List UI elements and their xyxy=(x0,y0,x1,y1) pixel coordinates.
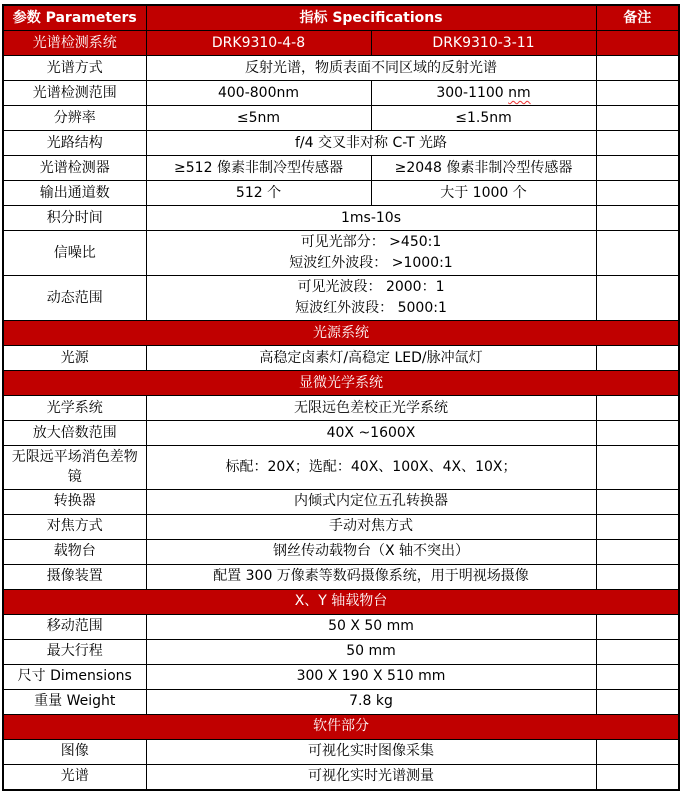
param-label: 光源 xyxy=(3,346,146,371)
spec-value: 50 mm xyxy=(146,639,596,664)
spec-value: 手动对焦方式 xyxy=(146,514,596,539)
table-row xyxy=(3,106,679,131)
table-row xyxy=(3,614,679,639)
table-row xyxy=(3,446,679,490)
table-row xyxy=(3,421,679,446)
note-cell xyxy=(596,231,679,276)
table-row xyxy=(3,156,679,181)
param-label: 光路结构 xyxy=(3,131,146,156)
table-row xyxy=(3,181,679,206)
note-cell xyxy=(596,276,679,321)
spec-value-text: 512 个 xyxy=(235,184,282,201)
spec-value: f/4 交叉非对称 C-T 光路 xyxy=(146,131,596,156)
spec-value xyxy=(146,276,596,321)
spec-value xyxy=(371,81,596,106)
note-cell xyxy=(596,446,679,490)
param-label: 放大倍数范围 xyxy=(3,421,146,446)
note-cell xyxy=(596,421,679,446)
table-row xyxy=(3,31,679,56)
note-cell xyxy=(596,396,679,421)
param-label: 最大行程 xyxy=(3,639,146,664)
spec-value-text: ≤1.5nm xyxy=(455,109,512,126)
table-row xyxy=(3,131,679,156)
spec-value-line: 短波红外波段： >1000:1 xyxy=(289,255,453,271)
note-cell xyxy=(596,131,679,156)
spec-value: 无限远色差校正光学系统 xyxy=(146,396,596,421)
note-cell xyxy=(596,764,679,790)
param-label: 移动范围 xyxy=(3,614,146,639)
table-row xyxy=(3,276,679,321)
note-cell xyxy=(596,489,679,514)
note-cell xyxy=(596,56,679,81)
section-header: 显微光学系统 xyxy=(3,371,679,396)
note-cell xyxy=(596,739,679,764)
spec-value-text: 400-800nm xyxy=(217,84,299,101)
param-label: 光谱 xyxy=(3,764,146,790)
param-label: 光谱检测器 xyxy=(3,156,146,181)
param-label: 光谱方式 xyxy=(3,56,146,81)
param-label: 光谱检测系统 xyxy=(3,31,146,56)
note-cell xyxy=(596,564,679,589)
param-label: 转换器 xyxy=(3,489,146,514)
section-row xyxy=(3,714,679,739)
param-label: 信噪比 xyxy=(3,231,146,276)
spec-value xyxy=(146,181,371,206)
section-row xyxy=(3,589,679,614)
param-label: 重量 Weight xyxy=(3,689,146,714)
table-row xyxy=(3,639,679,664)
table-row xyxy=(3,56,679,81)
param-label: 载物台 xyxy=(3,539,146,564)
table-row xyxy=(3,346,679,371)
param-label: 对焦方式 xyxy=(3,514,146,539)
table-row xyxy=(3,664,679,689)
spec-table xyxy=(2,4,680,791)
param-label: 图像 xyxy=(3,739,146,764)
spec-value: 可视化实时光谱测量 xyxy=(146,764,596,790)
table-header-row xyxy=(3,5,679,31)
spec-value-line: 可见光波段： 2000：1 xyxy=(297,279,445,295)
spec-value xyxy=(146,231,596,276)
param-label: 无限远平场消色差物镜 xyxy=(3,446,146,490)
table-row xyxy=(3,689,679,714)
table-row xyxy=(3,489,679,514)
spec-value: 配置 300 万像素等数码摄像系统，用于明视场摄像 xyxy=(146,564,596,589)
spec-value: 1ms-10s xyxy=(146,206,596,231)
table-row xyxy=(3,231,679,276)
param-label: 输出通道数 xyxy=(3,181,146,206)
spec-value: 7.8 kg xyxy=(146,689,596,714)
spec-value-line: 可见光部分： >450:1 xyxy=(300,234,442,250)
table-row xyxy=(3,564,679,589)
table-row xyxy=(3,514,679,539)
table-row xyxy=(3,396,679,421)
note-cell xyxy=(596,31,679,56)
note-cell xyxy=(596,689,679,714)
model-name: DRK9310-4-8 xyxy=(146,31,371,56)
param-label: 分辨率 xyxy=(3,106,146,131)
note-cell xyxy=(596,614,679,639)
spec-value-text: ≥512 像素非制冷型传感器 xyxy=(174,159,343,176)
note-cell xyxy=(596,81,679,106)
spec-value xyxy=(146,81,371,106)
note-cell xyxy=(596,181,679,206)
table-row xyxy=(3,539,679,564)
spec-value-text: ≥2048 像素非制冷型传感器 xyxy=(394,159,573,176)
header-specifications: 指标 Specifications xyxy=(146,5,596,31)
table-row xyxy=(3,81,679,106)
spec-value: 40X ~1600X xyxy=(146,421,596,446)
spec-value: 可视化实时图像采集 xyxy=(146,739,596,764)
spec-value xyxy=(146,106,371,131)
spec-value: 标配：20X；选配：40X、100X、4X、10X； xyxy=(146,446,596,490)
spec-value: 300 X 190 X 510 mm xyxy=(146,664,596,689)
section-header: 光源系统 xyxy=(3,321,679,346)
note-cell xyxy=(596,639,679,664)
spec-value-text: 大于 1000 个 xyxy=(440,184,527,201)
spec-value: 内倾式内定位五孔转换器 xyxy=(146,489,596,514)
header-notes: 备注 xyxy=(596,5,679,31)
spec-value: 高稳定卤素灯/高稳定 LED/脉冲氙灯 xyxy=(146,346,596,371)
note-cell xyxy=(596,346,679,371)
spec-value: 钢丝传动载物台（X 轴不突出） xyxy=(146,539,596,564)
table-row xyxy=(3,764,679,790)
param-label: 动态范围 xyxy=(3,276,146,321)
section-row xyxy=(3,371,679,396)
spellcheck-underlined-text: nm xyxy=(508,84,531,101)
param-label: 积分时间 xyxy=(3,206,146,231)
param-label: 摄像装置 xyxy=(3,564,146,589)
spec-value-text: 300-1100 xyxy=(436,84,509,101)
spec-value: 50 X 50 mm xyxy=(146,614,596,639)
note-cell xyxy=(596,106,679,131)
param-label: 尺寸 Dimensions xyxy=(3,664,146,689)
section-row xyxy=(3,321,679,346)
section-header: 软件部分 xyxy=(3,714,679,739)
spec-value-text: ≤5nm xyxy=(236,109,281,126)
spec-value xyxy=(371,156,596,181)
spec-value xyxy=(371,106,596,131)
section-header: X、Y 轴载物台 xyxy=(3,589,679,614)
header-parameters: 参数 Parameters xyxy=(3,5,146,31)
note-cell xyxy=(596,664,679,689)
table-row xyxy=(3,739,679,764)
spec-value: 反射光谱，物质表面不同区域的反射光谱 xyxy=(146,56,596,81)
spec-value xyxy=(146,156,371,181)
model-name: DRK9310-3-11 xyxy=(371,31,596,56)
param-label: 光学系统 xyxy=(3,396,146,421)
table-row xyxy=(3,206,679,231)
note-cell xyxy=(596,514,679,539)
param-label: 光谱检测范围 xyxy=(3,81,146,106)
note-cell xyxy=(596,206,679,231)
spec-value xyxy=(371,181,596,206)
note-cell xyxy=(596,539,679,564)
spec-value-line: 短波红外波段： 5000:1 xyxy=(295,300,447,316)
note-cell xyxy=(596,156,679,181)
